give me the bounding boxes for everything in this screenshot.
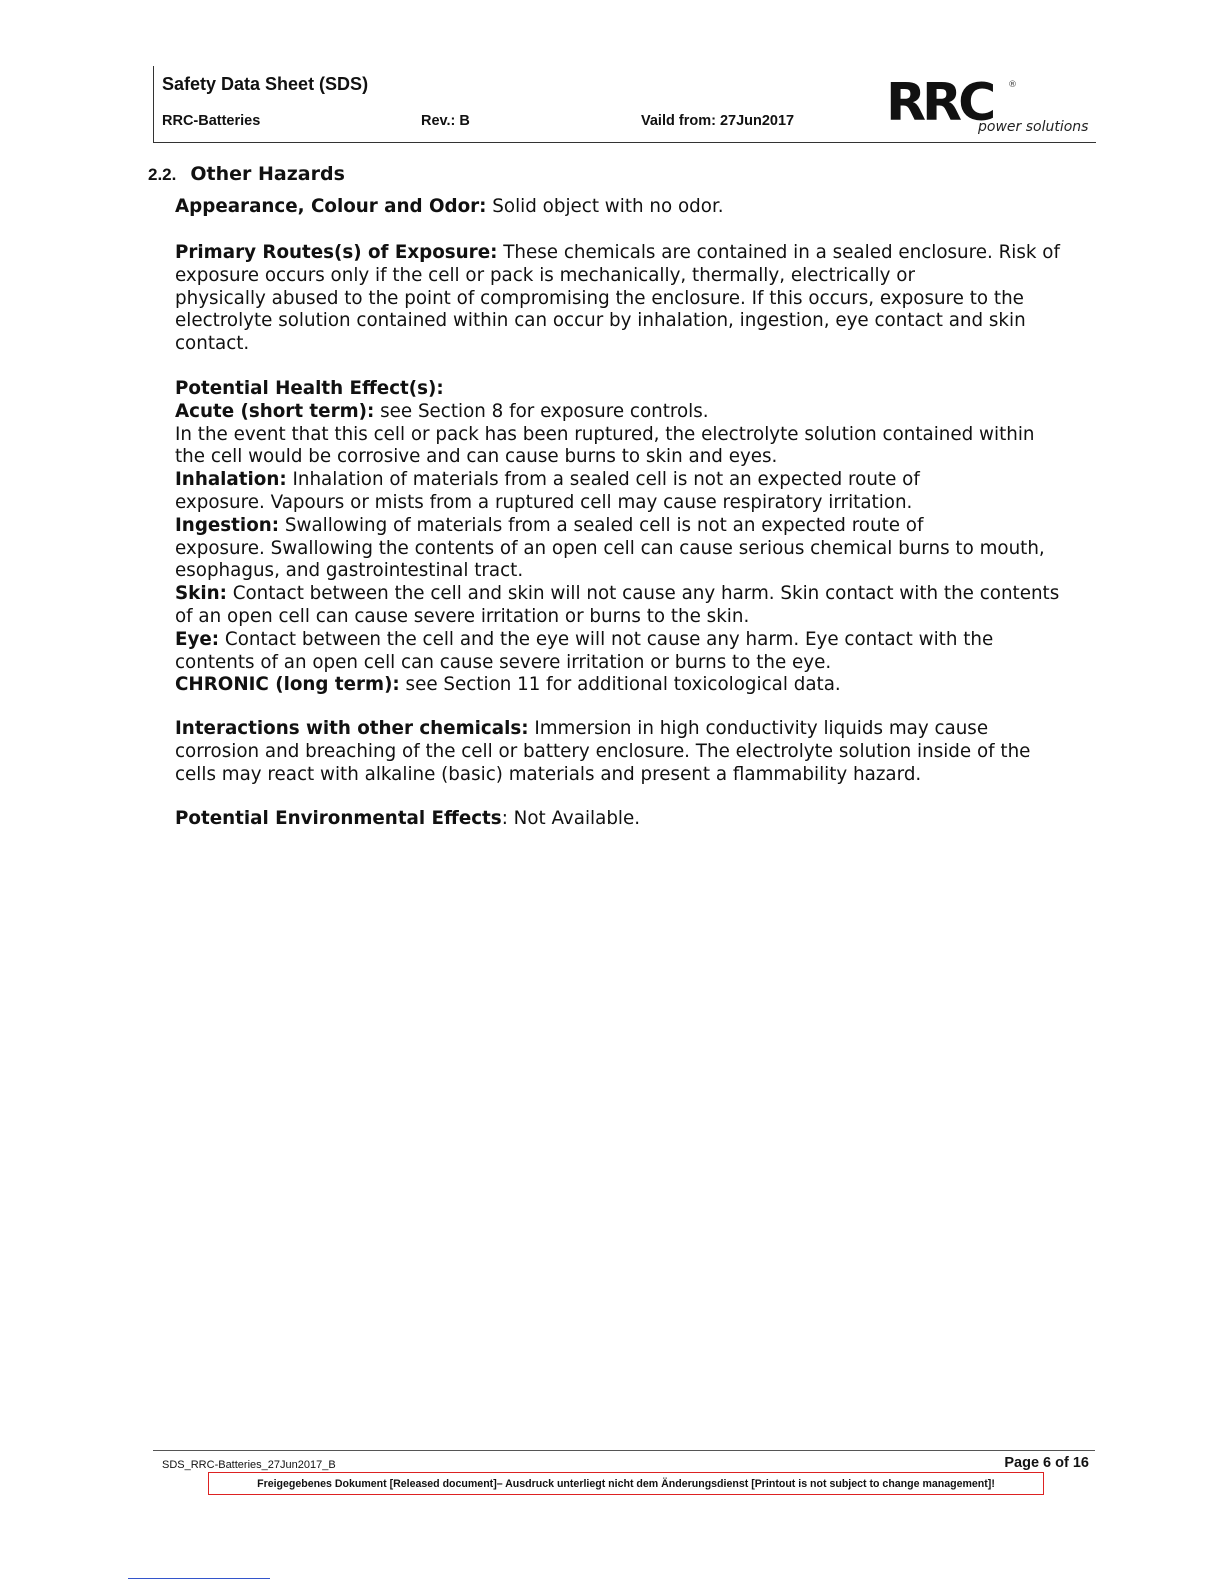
chronic-text: see Section 11 for additional toxicological data. [399, 674, 841, 696]
released-notice-text: Freigegebenes Dokument [Released document]– Ausdruck unterliegt nicht dem Änderungsdienst [Printout is not subject to change management]! [257, 1477, 995, 1490]
interactions-line: cells may react with alkaline (basic) materials and present a flammability hazard. [175, 763, 922, 785]
eye-line: Contact between the cell and the eye will not cause any harm. Eye contact with the [219, 628, 994, 650]
revision-label: Rev.: B [421, 113, 470, 129]
inhalation-line: exposure. Vapours or mists from a ruptured cell may cause respiratory irritation. [175, 491, 913, 513]
footer-divider [153, 1450, 1095, 1451]
ingestion-label: Ingestion: [175, 514, 280, 536]
section-title: Other Hazards [190, 163, 345, 185]
health-effects-heading: Potential Health Effect(s): [175, 378, 444, 399]
rrc-logo [886, 72, 1091, 134]
ingestion-line: exposure. Swallowing the contents of an open cell can cause serious chemical burns to mouth, [175, 537, 1045, 559]
inhalation-line: Inhalation of materials from a sealed cell is not an expected route of [286, 469, 920, 491]
skin-line: of an open cell can cause severe irritation or burns to the skin. [175, 605, 750, 627]
exposure-line: These chemicals are contained in a sealed enclosure. Risk of [497, 242, 1060, 263]
acute-label: Acute (short term): [175, 400, 375, 422]
valid-from-label: Vaild from: 27Jun2017 [641, 113, 795, 129]
interactions-line: Immersion in high conductivity liquids may cause [528, 718, 989, 739]
eye-label: Eye: [175, 628, 220, 650]
event-line: the cell would be corrosive and can cause burns to skin and eyes. [175, 446, 778, 468]
appearance-label: Appearance, Colour and Odor: [175, 196, 487, 217]
exposure-line: electrolyte solution contained within can occur by inhalation, ingestion, eye contact and skin [175, 310, 1026, 332]
environment-text: : Not Available. [501, 808, 641, 829]
document-header [153, 66, 1096, 143]
acute-text: see Section 8 for exposure controls. [374, 400, 709, 422]
document-title: Safety Data Sheet (SDS) [162, 74, 369, 94]
skin-line: Contact between the cell and skin will not cause any harm. Skin contact with the contents [226, 583, 1060, 605]
exposure-line: contact. [175, 333, 250, 355]
logo-tagline: power solutions [978, 119, 1089, 134]
company-name: RRC-Batteries [162, 113, 261, 129]
skin-label: Skin: [175, 583, 227, 605]
ingestion-line: esophagus, and gastrointestinal tract. [175, 560, 524, 582]
environment-label: Potential Environmental Effects [175, 808, 502, 829]
logo-letters: RRC [886, 73, 993, 133]
bottom-link-underline [128, 1578, 270, 1579]
inhalation-label: Inhalation: [175, 469, 287, 491]
appearance-text: Solid object with no odor. [486, 196, 724, 217]
interactions-label: Interactions with other chemicals: [175, 718, 529, 739]
exposure-routes-label: Primary Routes(s) of Exposure: [175, 242, 498, 263]
event-line: In the event that this cell or pack has been ruptured, the electrolyte solution contained within [175, 423, 1035, 445]
exposure-routes-paragraph [175, 242, 1095, 356]
logo-registered-mark: ® [1008, 80, 1017, 90]
appearance-paragraph [175, 196, 1095, 219]
health-effects-paragraph [175, 378, 1095, 697]
section-heading [148, 163, 345, 185]
ingestion-line: Swallowing of materials from a sealed cell is not an expected route of [279, 514, 924, 536]
environment-paragraph [175, 808, 1095, 831]
exposure-line: exposure occurs only if the cell or pack is mechanically, thermally, electrically or [175, 264, 915, 286]
interactions-line: corrosion and breaching of the cell or battery enclosure. The electrolyte solution inside of the [175, 740, 1031, 762]
section-number: 2.2. [148, 165, 177, 184]
footer-file-name: SDS_RRC-Batteries_27Jun2017_B [162, 1459, 336, 1471]
page-number: Page 6 of 16 [1004, 1455, 1089, 1471]
interactions-paragraph [175, 718, 1095, 786]
eye-line: contents of an open cell can cause severe irritation or burns to the eye. [175, 651, 832, 673]
released-document-notice [208, 1472, 1044, 1495]
chronic-label: CHRONIC (long term): [175, 674, 400, 696]
exposure-line: physically abused to the point of compromising the enclosure. If this occurs, exposure to the [175, 287, 1024, 309]
